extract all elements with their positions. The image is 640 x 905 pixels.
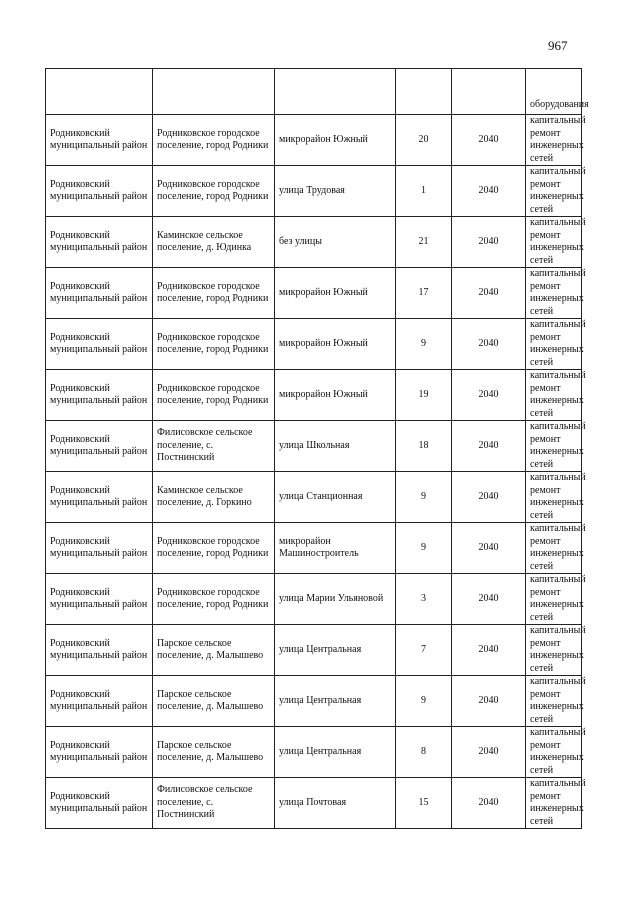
settlement-cell: Родниковское городское поселение, город Родники [153,370,275,421]
house-number-cell: 15 [396,778,452,829]
table-row [46,268,582,319]
year-cell: 2040 [452,217,526,268]
work-type-cell: капитальный ремонт инженерных сетей [526,778,582,829]
house-number-cell: 9 [396,523,452,574]
settlement-cell: Родниковское городское поселение, город Родники [153,115,275,166]
year-cell: 2040 [452,574,526,625]
continued-row [46,69,582,115]
year-cell: 2040 [452,115,526,166]
work-type-cell: капитальный ремонт инженерных сетей [526,166,582,217]
registry-table [45,68,589,829]
table-row [46,625,582,676]
house-number-cell [396,69,452,115]
house-number-cell: 21 [396,217,452,268]
work-type-cell: капитальный ремонт инженерных сетей [526,319,582,370]
work-type-cell: капитальный ремонт инженерных сетей [526,727,582,778]
table-row [46,523,582,574]
settlement-cell: Родниковское городское поселение, город Родники [153,319,275,370]
year-cell: 2040 [452,625,526,676]
table-row [46,115,582,166]
district-cell: Родниковский муниципальный район [46,421,153,472]
district-cell: Родниковский муниципальный район [46,166,153,217]
settlement-cell: Парское сельское поселение, д. Малышево [153,676,275,727]
street-cell: улица Трудовая [275,166,396,217]
district-cell: Родниковский муниципальный район [46,778,153,829]
street-cell: микрорайон Южный [275,115,396,166]
table-row [46,676,582,727]
year-cell: 2040 [452,727,526,778]
street-cell: улица Школьная [275,421,396,472]
house-number-cell: 9 [396,676,452,727]
work-type-cell: капитальный ремонт инженерных сетей [526,574,582,625]
district-cell: Родниковский муниципальный район [46,472,153,523]
street-cell: улица Центральная [275,727,396,778]
district-cell: Родниковский муниципальный район [46,523,153,574]
work-type-cell: капитальный ремонт инженерных сетей [526,370,582,421]
district-cell: Родниковский муниципальный район [46,727,153,778]
street-cell: микрорайон Южный [275,268,396,319]
settlement-cell: Парское сельское поселение, д. Малышево [153,727,275,778]
table-row [46,319,582,370]
year-cell: 2040 [452,268,526,319]
settlement-cell: Родниковское городское поселение, город Родники [153,574,275,625]
house-number-cell: 3 [396,574,452,625]
district-cell: Родниковский муниципальный район [46,115,153,166]
year-cell: 2040 [452,421,526,472]
table-row [46,370,582,421]
year-cell: 2040 [452,166,526,217]
work-type-cell: капитальный ремонт инженерных сетей [526,115,582,166]
page-number: 967 [548,38,568,53]
year-cell [452,69,526,115]
settlement-cell: Родниковское городское поселение, город Родники [153,268,275,319]
district-cell: Родниковский муниципальный район [46,268,153,319]
street-cell: улица Станционная [275,472,396,523]
house-number-cell: 1 [396,166,452,217]
table-row [46,574,582,625]
table-row [46,421,582,472]
street-cell: улица Центральная [275,625,396,676]
street-cell: улица Почтовая [275,778,396,829]
house-number-cell: 7 [396,625,452,676]
district-cell [46,69,153,115]
table-row [46,472,582,523]
street-cell: микрорайон Южный [275,319,396,370]
district-cell: Родниковский муниципальный район [46,625,153,676]
house-number-cell: 20 [396,115,452,166]
work-type-cell: капитальный ремонт инженерных сетей [526,217,582,268]
work-type-cell: капитальный ремонт инженерных сетей [526,625,582,676]
work-type-cell: капитальный ремонт инженерных сетей [526,676,582,727]
house-number-cell: 9 [396,472,452,523]
year-cell: 2040 [452,676,526,727]
settlement-cell [153,69,275,115]
street-cell [275,69,396,115]
year-cell: 2040 [452,370,526,421]
street-cell: микрорайон Южный [275,370,396,421]
table-row [46,778,582,829]
settlement-cell: Филисовское сельское поселение, с. Постнинский [153,421,275,472]
house-number-cell: 19 [396,370,452,421]
work-type-cell: капитальный ремонт инженерных сетей [526,268,582,319]
house-number-cell: 9 [396,319,452,370]
street-cell: микрорайон Машиностроитель [275,523,396,574]
house-number-cell: 8 [396,727,452,778]
year-cell: 2040 [452,472,526,523]
work-type-cell: капитальный ремонт инженерных сетей [526,523,582,574]
street-cell: улица Марии Ульяновой [275,574,396,625]
district-cell: Родниковский муниципальный район [46,217,153,268]
street-cell: без улицы [275,217,396,268]
district-cell: Родниковский муниципальный район [46,370,153,421]
settlement-cell: Родниковское городское поселение, город Родники [153,166,275,217]
year-cell: 2040 [452,778,526,829]
street-cell: улица Центральная [275,676,396,727]
table-body [46,69,589,829]
settlement-cell: Филисовское сельское поселение, с. Постнинский [153,778,275,829]
year-cell: 2040 [452,319,526,370]
settlement-cell: Родниковское городское поселение, город Родники [153,523,275,574]
work-type-cell: капитальный ремонт инженерных сетей [526,472,582,523]
district-cell: Родниковский муниципальный район [46,319,153,370]
table-row [46,727,582,778]
district-cell: Родниковский муниципальный район [46,676,153,727]
settlement-cell: Парское сельское поселение, д. Малышево [153,625,275,676]
settlement-cell: Каминское сельское поселение, д. Горкино [153,472,275,523]
district-cell: Родниковский муниципальный район [46,574,153,625]
settlement-cell: Каминское сельское поселение, д. Юдинка [153,217,275,268]
house-number-cell: 17 [396,268,452,319]
house-number-cell: 18 [396,421,452,472]
work-type-cell: капитальный ремонт инженерных сетей [526,421,582,472]
table-row [46,217,582,268]
work-type-cell: оборудования [526,69,582,115]
year-cell: 2040 [452,523,526,574]
table-row [46,166,582,217]
